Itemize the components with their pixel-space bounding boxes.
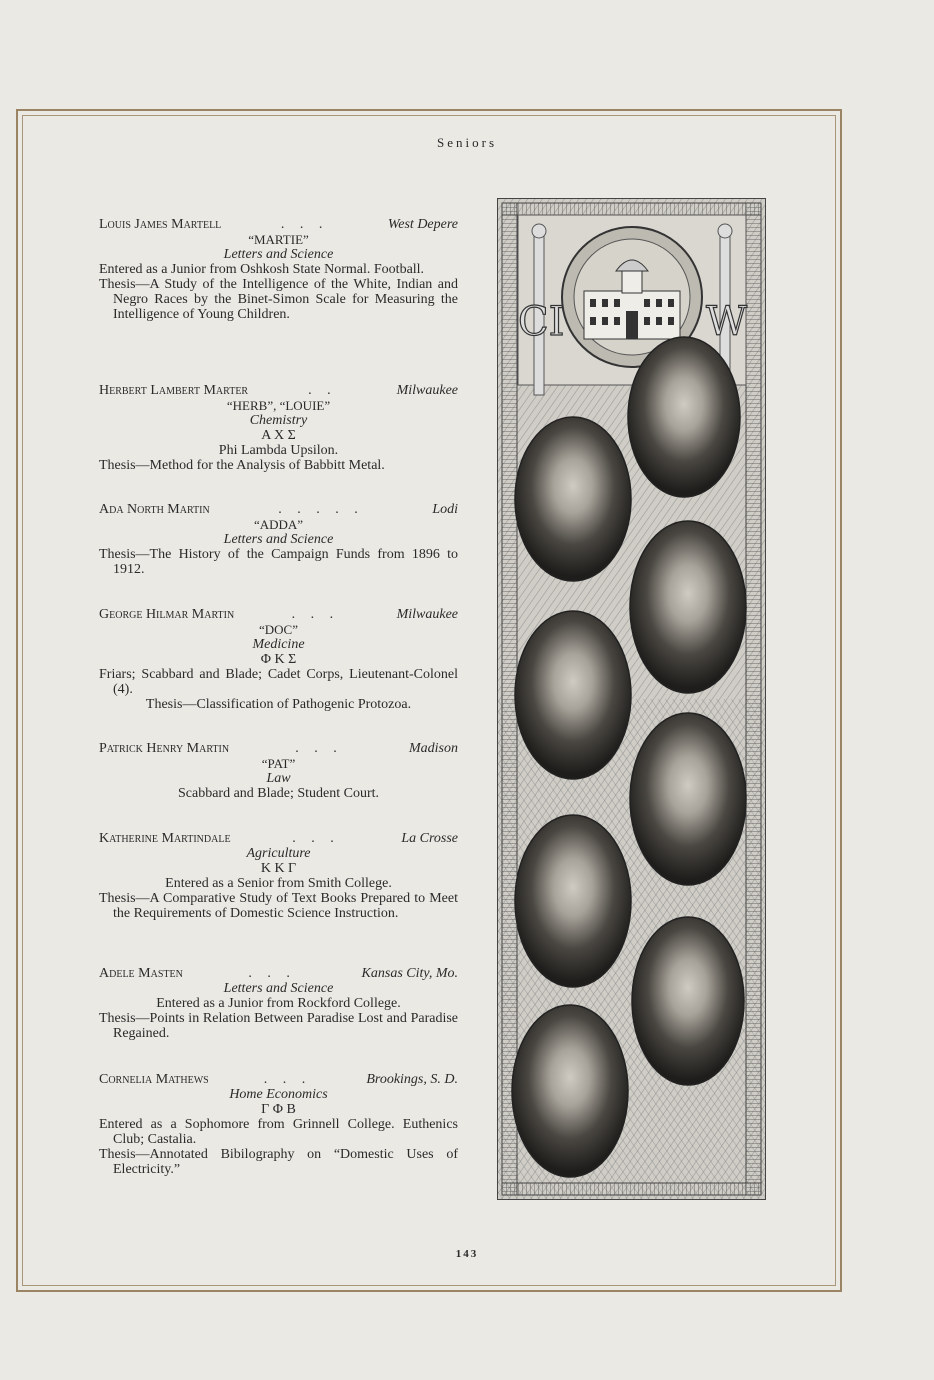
entry-line: Home Economics bbox=[229, 1087, 328, 1102]
entry-line: Thesis—The History of the Campaign Funds from 1896 to 1912. bbox=[99, 547, 458, 577]
entry-line: “DOC” bbox=[259, 622, 298, 637]
hometown: Milwaukee bbox=[396, 607, 458, 622]
senior-entry bbox=[99, 1072, 458, 1177]
leader-dots: . . . bbox=[248, 966, 296, 981]
entry-line: Κ Κ Γ bbox=[260, 861, 297, 876]
entry-line: Chemistry bbox=[249, 413, 308, 428]
entry-line: “HERB”, “LOUIE” bbox=[226, 398, 331, 413]
leader-dots: . . . bbox=[280, 217, 329, 232]
entry-line: Medicine bbox=[252, 637, 305, 652]
leader-dots: . . . . . bbox=[278, 502, 364, 517]
leader-dots: . . . bbox=[292, 831, 340, 846]
senior-name: Adele Masten bbox=[99, 966, 183, 981]
entry-line: Friars; Scabbard and Blade; Cadet Corps, Lieutenant-Colonel (4). bbox=[99, 667, 458, 697]
hometown: Brookings, S. D. bbox=[366, 1072, 458, 1087]
entry-line: Entered as a Senior from Smith College. bbox=[165, 876, 392, 891]
entry-line: Phi Lambda Upsilon. bbox=[218, 443, 339, 458]
entry-line: “ADDA” bbox=[253, 517, 304, 532]
entry-title-row bbox=[99, 966, 458, 981]
entry-line: Letters and Science bbox=[223, 532, 334, 547]
leader-dots: . . . bbox=[295, 741, 343, 756]
entry-line: Entered as a Junior from Rockford College. bbox=[156, 996, 401, 1011]
page-number: 143 bbox=[455, 1248, 479, 1260]
entry-line: Letters and Science bbox=[223, 247, 334, 262]
entry-line: Thesis—A Study of the Intelligence of the White, Indian and Negro Races by the Binet-Simon Scale for Measuring the Intelligence of Young Children. bbox=[99, 277, 458, 322]
entry-line: “PAT” bbox=[261, 756, 296, 771]
entry-title-row bbox=[99, 607, 458, 622]
senior-entry bbox=[99, 502, 458, 577]
senior-name: Patrick Henry Martin bbox=[99, 741, 230, 756]
hometown: Kansas City, Mo. bbox=[361, 966, 458, 981]
entry-line: Φ Κ Σ bbox=[260, 652, 297, 667]
page-header: Seniors bbox=[437, 135, 497, 150]
portrait-plate bbox=[497, 198, 766, 1200]
hometown: Milwaukee bbox=[396, 383, 458, 398]
hometown: Lodi bbox=[432, 502, 458, 517]
entry-line: Thesis—Classification of Pathogenic Protozoa. bbox=[145, 697, 412, 712]
senior-name: Louis James Martell bbox=[99, 217, 222, 232]
senior-name: Herbert Lambert Marter bbox=[99, 383, 249, 398]
entry-line: “MARTIE” bbox=[248, 232, 309, 247]
entry-line: Entered as a Junior from Oshkosh State Normal. Football. bbox=[99, 262, 425, 277]
senior-entry bbox=[99, 217, 458, 322]
entry-line: Thesis—Method for the Analysis of Babbitt Metal. bbox=[99, 458, 385, 473]
entry-title-row bbox=[99, 383, 458, 398]
portrait-plate-art bbox=[498, 199, 765, 1199]
leader-dots: . . bbox=[308, 383, 337, 398]
plate-right-letters: W bbox=[706, 299, 748, 345]
entry-line: Law bbox=[266, 771, 291, 786]
entry-title-row bbox=[99, 1072, 458, 1087]
senior-name: Cornelia Mathews bbox=[99, 1072, 209, 1087]
leader-dots: . . . bbox=[263, 1072, 312, 1087]
entry-title-row bbox=[99, 502, 458, 517]
entry-line: Α Χ Σ bbox=[261, 428, 296, 443]
leader-dots: . . . bbox=[291, 607, 340, 622]
entry-line: Thesis—A Comparative Study of Text Books Prepared to Meet the Requirements of Domestic Science Instruction. bbox=[99, 891, 458, 921]
entry-line: Γ Φ Β bbox=[261, 1102, 296, 1117]
senior-entry bbox=[99, 383, 458, 473]
senior-entry bbox=[99, 607, 458, 712]
senior-entry bbox=[99, 741, 458, 801]
entry-line: Agriculture bbox=[246, 846, 311, 861]
entry-title-row bbox=[99, 831, 458, 846]
entry-line: Scabbard and Blade; Student Court. bbox=[177, 786, 380, 801]
senior-entry bbox=[99, 966, 458, 1041]
entry-line: Thesis—Points in Relation Between Paradise Lost and Paradise Regained. bbox=[99, 1011, 458, 1041]
entry-line: Entered as a Sophomore from Grinnell College. Euthenics Club; Castalia. bbox=[99, 1117, 458, 1147]
entry-line: Letters and Science bbox=[223, 981, 334, 996]
entry-title-row bbox=[99, 741, 458, 756]
plate-left-letters: CI bbox=[518, 299, 565, 345]
senior-name: Katherine Martindale bbox=[99, 831, 231, 846]
entry-title-row bbox=[99, 217, 458, 232]
senior-name: George Hilmar Martin bbox=[99, 607, 235, 622]
hometown: Madison bbox=[409, 741, 458, 756]
entry-line: Thesis—Annotated Bibilography on “Domestic Uses of Electricity.” bbox=[99, 1147, 458, 1177]
hometown: West Depere bbox=[387, 217, 458, 232]
hometown: La Crosse bbox=[401, 831, 458, 846]
senior-entry bbox=[99, 831, 458, 921]
senior-name: Ada North Martin bbox=[99, 502, 210, 517]
